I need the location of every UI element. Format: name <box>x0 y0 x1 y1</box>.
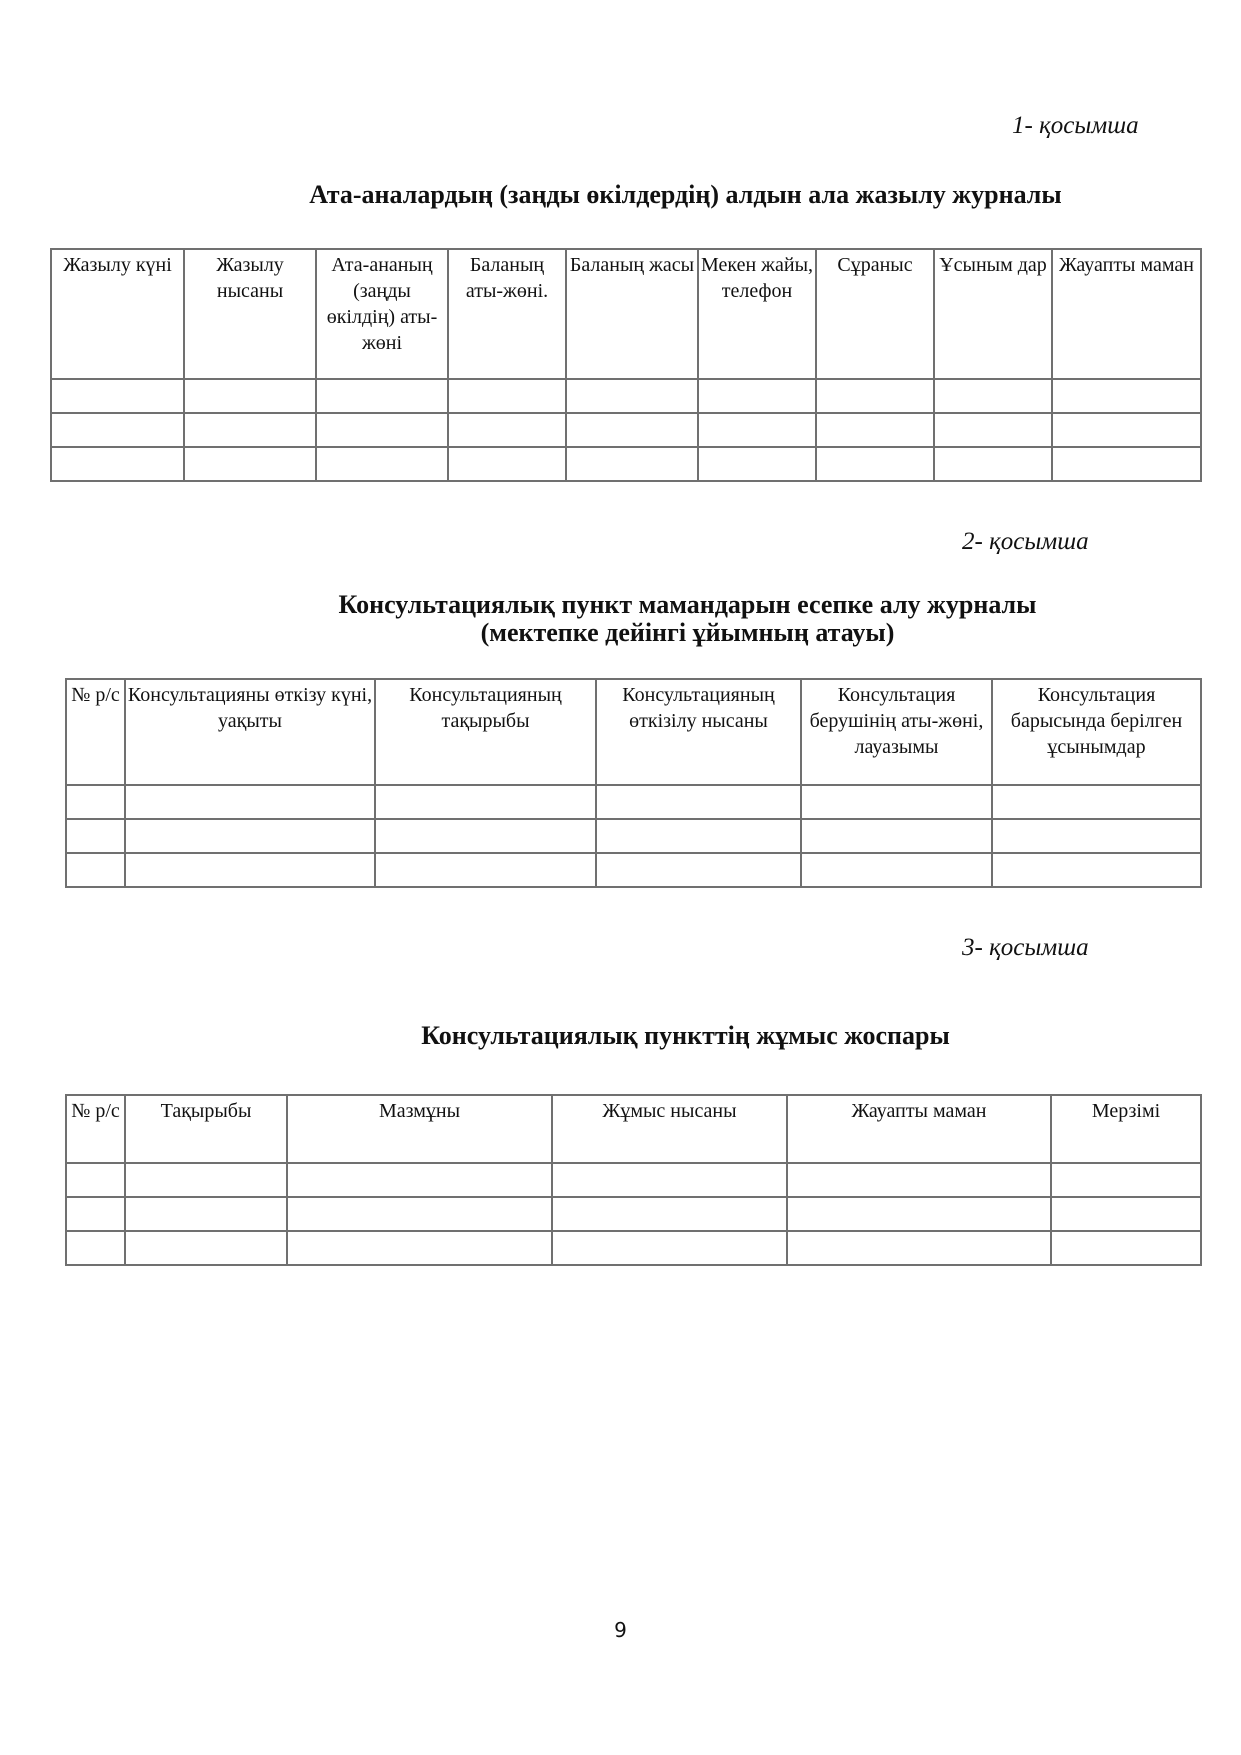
column-header: Баланың аты-жөні. <box>448 249 566 379</box>
table-cell[interactable] <box>66 819 125 853</box>
pre-registration-journal-table <box>50 248 1202 482</box>
table-cell[interactable] <box>1051 1231 1201 1265</box>
table-row <box>66 1231 1201 1265</box>
table-cell[interactable] <box>1051 1197 1201 1231</box>
table-cell[interactable] <box>448 447 566 481</box>
table-cell[interactable] <box>125 1197 287 1231</box>
table-cell[interactable] <box>51 379 184 413</box>
appendix-label-3: 3- қосымша <box>962 934 1089 961</box>
table-cell[interactable] <box>448 413 566 447</box>
table-cell[interactable] <box>596 853 801 887</box>
table-cell[interactable] <box>787 1197 1051 1231</box>
table-cell[interactable] <box>125 819 375 853</box>
column-header: Жұмыс нысаны <box>552 1095 787 1163</box>
section-title-2: Консультациялық пункт мамандарын есепке алу журналы <box>338 590 1037 619</box>
table-cell[interactable] <box>698 413 816 447</box>
column-header: Ұсыным дар <box>934 249 1052 379</box>
table-cell[interactable] <box>596 785 801 819</box>
column-header: Консультацияның тақырыбы <box>375 679 596 785</box>
table-cell[interactable] <box>125 1163 287 1197</box>
table-cell[interactable] <box>816 447 934 481</box>
table-cell[interactable] <box>698 379 816 413</box>
specialists-accounting-journal-table <box>65 678 1202 888</box>
column-header: Мерзімі <box>1051 1095 1201 1163</box>
table-cell[interactable] <box>1052 447 1201 481</box>
column-header: Сұраныс <box>816 249 934 379</box>
table-row <box>51 379 1201 413</box>
table-cell[interactable] <box>698 447 816 481</box>
table-cell[interactable] <box>287 1163 552 1197</box>
table-cell[interactable] <box>184 379 316 413</box>
table-cell[interactable] <box>125 1231 287 1265</box>
table-cell[interactable] <box>66 785 125 819</box>
table-cell[interactable] <box>552 1197 787 1231</box>
work-plan-table <box>65 1094 1202 1266</box>
table-row <box>66 1197 1201 1231</box>
table-row <box>66 853 1201 887</box>
table-cell[interactable] <box>934 413 1052 447</box>
table-cell[interactable] <box>184 447 316 481</box>
page-number: 9 <box>614 1618 627 1642</box>
table-cell[interactable] <box>566 379 698 413</box>
appendix-label-1: 1- қосымша <box>1012 112 1139 139</box>
table-cell[interactable] <box>566 447 698 481</box>
table-cell[interactable] <box>787 1231 1051 1265</box>
table-row <box>66 819 1201 853</box>
table-cell[interactable] <box>448 379 566 413</box>
table-cell[interactable] <box>816 379 934 413</box>
table-cell[interactable] <box>375 853 596 887</box>
table-cell[interactable] <box>316 447 448 481</box>
table-header-row <box>66 679 1201 785</box>
table-row <box>66 1163 1201 1197</box>
table-cell[interactable] <box>66 853 125 887</box>
table-cell[interactable] <box>375 785 596 819</box>
table-cell[interactable] <box>184 413 316 447</box>
column-header: Жауапты маман <box>1052 249 1201 379</box>
section-title-1: Ата-аналардың (заңды өкілдердің) алдын ала жазылу журналы <box>309 180 1062 209</box>
table-cell[interactable] <box>66 1197 125 1231</box>
table-row <box>66 785 1201 819</box>
table-cell[interactable] <box>51 413 184 447</box>
table-cell[interactable] <box>801 819 992 853</box>
table-cell[interactable] <box>66 1231 125 1265</box>
table-cell[interactable] <box>66 1163 125 1197</box>
column-header: Консультацияның өткізілу нысаны <box>596 679 801 785</box>
section-title-3: Консультациялық пункттің жұмыс жоспары <box>421 1021 950 1050</box>
table-header-row <box>51 249 1201 379</box>
table-cell[interactable] <box>596 819 801 853</box>
column-header: Мазмұны <box>287 1095 552 1163</box>
column-header: Мекен жайы, телефон <box>698 249 816 379</box>
column-header: Жауапты маман <box>787 1095 1051 1163</box>
table-cell[interactable] <box>566 413 698 447</box>
column-header: № р/с <box>66 1095 125 1163</box>
table-cell[interactable] <box>1052 379 1201 413</box>
column-header: Консультацияны өткізу күні, уақыты <box>125 679 375 785</box>
column-header: Жазылу күні <box>51 249 184 379</box>
table-row <box>51 413 1201 447</box>
column-header: Консультация берушінің аты-жөні, лауазымы <box>801 679 992 785</box>
table-cell[interactable] <box>801 785 992 819</box>
table-cell[interactable] <box>992 853 1201 887</box>
table-cell[interactable] <box>552 1231 787 1265</box>
table-cell[interactable] <box>375 819 596 853</box>
table-cell[interactable] <box>816 413 934 447</box>
table-row <box>51 447 1201 481</box>
table-cell[interactable] <box>51 447 184 481</box>
table-cell[interactable] <box>287 1197 552 1231</box>
table-header-row <box>66 1095 1201 1163</box>
column-header: Консультация барысында берілген ұсынымдар <box>992 679 1201 785</box>
table-cell[interactable] <box>316 379 448 413</box>
column-header: Ата-ананың (заңды өкілдің) аты-жөні <box>316 249 448 379</box>
column-header: Тақырыбы <box>125 1095 287 1163</box>
table-cell[interactable] <box>992 819 1201 853</box>
section-subtitle-2: (мектепке дейінгі ұйымның атауы) <box>480 618 895 647</box>
table-cell[interactable] <box>934 447 1052 481</box>
table-cell[interactable] <box>316 413 448 447</box>
table-cell[interactable] <box>1052 413 1201 447</box>
column-header: Жазылу нысаны <box>184 249 316 379</box>
table-cell[interactable] <box>552 1163 787 1197</box>
table-cell[interactable] <box>787 1163 1051 1197</box>
appendix-label-2: 2- қосымша <box>962 528 1089 555</box>
table-cell[interactable] <box>287 1231 552 1265</box>
table-cell[interactable] <box>125 853 375 887</box>
table-cell[interactable] <box>1051 1163 1201 1197</box>
table-cell[interactable] <box>992 785 1201 819</box>
table-cell[interactable] <box>125 785 375 819</box>
column-header: Баланың жасы <box>566 249 698 379</box>
column-header: № р/с <box>66 679 125 785</box>
table-cell[interactable] <box>934 379 1052 413</box>
table-cell[interactable] <box>801 853 992 887</box>
